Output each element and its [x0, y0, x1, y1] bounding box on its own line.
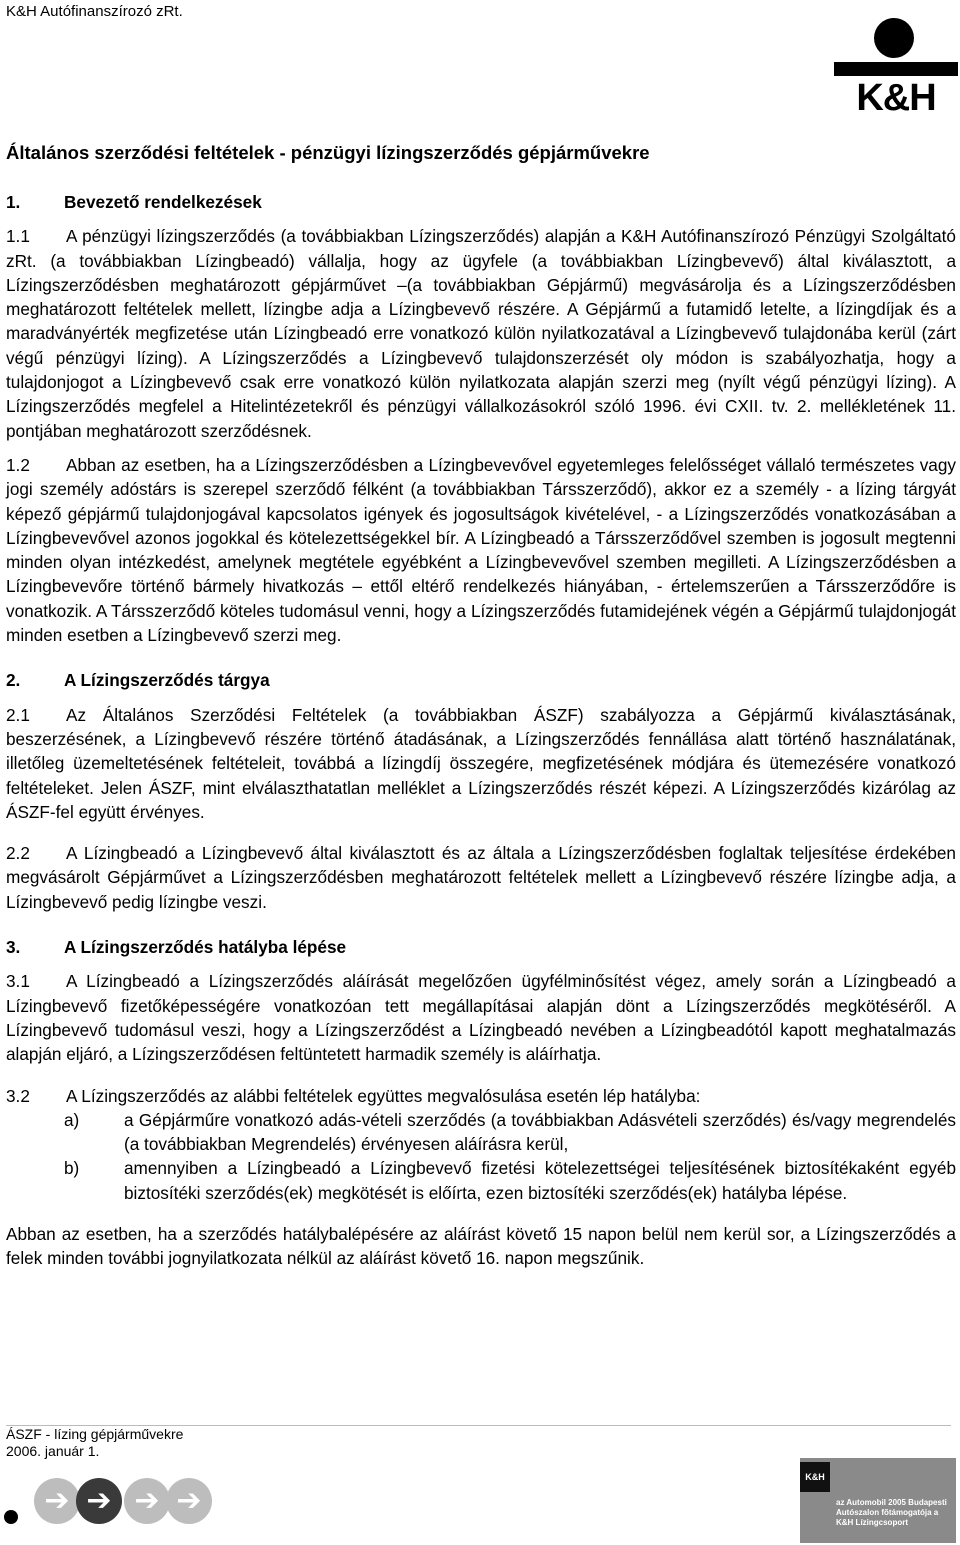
section-2-heading — [6, 668, 956, 692]
list-item-a — [6, 1108, 956, 1157]
paragraph-text: Abban az esetben, ha a Lízingszerződésben a Lízingbevevővel egyetemleges felelősséget vállaló természetes vagy jogi személy adóstárs is szerepel szerződő félként (a továbbiakban Társszerződő), akkor ez a személy - a lízing tárgyát képező gépjármű tulajdonjogával kapcsolatos igények és jogosultságok kivételével, - a Lízingszerződés vonatkozásában a Lízingbevevővel azonos jogokkal és kötelezettségekkel bír. A Lízingbeadó a Társszerződővel szemben is jogosult megtenni minden olyan intézkedést, amelynek megtétele egyébként a Lízingbevevővel szemben megilleti. A Lízingszerződésben a Lízingbevevőre történő bármely hivatkozás – ettől eltérő rendelkezés hiányában, - értelemszerűen a Társszerződőre is vonatkozik. A Társszerződő köteles tudomásul venni, hogy a Lízingszerződés futamidejének végén a Gépjármű tulajdonjogát minden esetben a Lízingbevevő szerzi meg. — [6, 454, 956, 646]
company-header: K&H Autófinanszírozó zRt. — [6, 3, 183, 20]
paragraph-number: 2.1 — [6, 704, 30, 725]
section-number: 2. — [6, 670, 21, 691]
paragraph-3-2 — [6, 1084, 956, 1108]
logo-bar — [834, 62, 958, 76]
sponsor-banner — [800, 1458, 956, 1543]
paragraph-text: Az Általános Szerződési Feltételek (a továbbiakban ÁSZF) szabályozza a Gépjármű kiválasztásának, beszerzésének, a Lízingbevevő részére történő átadásának, a Lízingszerződés fennállása alatt történő használatának, illetőleg üzemeltetésének feltételeit, továbbá a lízingdíj összegére, megfizetésének módjára és ütemezésére vonatkozó feltételeket. Jelen ÁSZF, mint elválaszthatatlan melléklet a Lízingszerződés részét képezi. A Lízingszerződés kizárólag az ÁSZF-fel együtt érvényes. — [6, 704, 956, 822]
list-item-b — [6, 1156, 956, 1205]
paragraph-number: 1.1 — [6, 226, 30, 247]
paragraph-number: 3.1 — [6, 971, 30, 992]
paragraph-number: 3.2 — [6, 1085, 30, 1106]
list-label: b) — [64, 1158, 80, 1179]
page-footer — [6, 1426, 183, 1460]
paragraph-2-1 — [6, 703, 956, 824]
first-page-arrow-icon[interactable]: ➔ — [34, 1478, 80, 1524]
paragraph-text: A Lízingszerződés az alábbi feltételek együttes megvalósulása esetén lép hatályba: — [66, 1085, 701, 1106]
document-body — [6, 190, 956, 1271]
section-number: 1. — [6, 192, 21, 212]
paragraph-1-1 — [6, 224, 956, 443]
closing-paragraph: Abban az esetben, ha a szerződés hatálybalépésére az aláírást követő 15 napon belül nem kerül sor, a Lízingszerződés a felek minden további jognyilatkozata nélkül az aláírást követő 16. napon megszűnik. — [6, 1223, 956, 1269]
section-3-heading — [6, 935, 956, 959]
section-title: A Lízingszerződés hatályba lépése — [64, 937, 347, 958]
document-title: Általános szerződési feltételek - pénzügyi lízingszerződés gépjárművekre — [6, 142, 650, 163]
paragraph-number: 2.2 — [6, 843, 30, 864]
section-title: Bevezető rendelkezések — [64, 192, 262, 212]
kh-logo — [834, 18, 958, 119]
sponsor-logo: K&H — [800, 1462, 830, 1492]
section-number: 3. — [6, 937, 21, 958]
next-page-arrow-icon[interactable]: ➔ — [76, 1478, 122, 1524]
logo-text: K&H — [856, 77, 936, 119]
previous-page-arrow-icon[interactable]: ➔ — [124, 1478, 170, 1524]
document-nav-icon[interactable] — [4, 1510, 18, 1524]
paragraph-3-1 — [6, 969, 956, 1066]
paragraph-2-2 — [6, 841, 956, 914]
last-page-arrow-icon[interactable]: ➔ — [166, 1478, 212, 1524]
section-1-heading — [6, 190, 956, 214]
list-text: a Gépjárműre vonatkozó adás-vételi szerződés (a továbbiakban Adásvételi szerződés) és/vagy megrendelés (a továbbiakban Megrendelés) érvényesen aláírásra kerül, — [124, 1109, 956, 1155]
logo-circle-icon — [874, 18, 914, 58]
paragraph-number: 1.2 — [6, 454, 30, 475]
paragraph-text: A Lízingbeadó a Lízingszerződés aláírását megelőzően ügyfélminősítést végez, amely során a Lízingbeadó a Lízingbevevő fizetőképességére vonatkozóan tett megállapításai alapján dönt a Lízingszerződés megkötéséről. A Lízingbevevő tudomásul veszi, hogy a Lízingszerződést a Lízingbeadó nevében a Lízingbeadótól kapott meghatalmazás alapján eljáró, a Lízingszerződésen feltüntetett harmadik személy is aláírhatja. — [6, 971, 956, 1065]
sponsor-text: az Automobil 2005 Budapesti Autószalon fõtámogatója a K&H Lízingcsoport — [836, 1498, 947, 1527]
list-label: a) — [64, 1109, 80, 1130]
footer-doc-name: ÁSZF - lízing gépjárművekre — [6, 1426, 184, 1442]
paragraph-1-2 — [6, 453, 956, 647]
list-text: amennyiben a Lízingbeadó a Lízingbevevő fizetési kötelezettségei teljesítésének biztosítékaként egyéb biztosítéki szerződés(ek) megkötését is előírta, ezen biztosítéki szerződés(ek) hatályba lépése. — [124, 1158, 956, 1203]
section-title: A Lízingszerződés tárgya — [64, 670, 270, 691]
paragraph-text: A pénzügyi lízingszerződés (a továbbiakban Lízingszerződés) alapján a K&H Autófinanszírozó Pénzügyi Szolgáltató zRt. (a továbbiakban Lízingbeadó) vállalja, hogy az ügyfele (a továbbiakban Lízingbevevő) által kiválasztott, a Lízingszerződésben meghatározott gépjárművet –(a továbbiakban Gépjármű) megvásárolja és a Lízingszerződésben meghatározott feltételek mellett, lízingbe adja a Lízingbevevő részére. A Gépjármű a futamidő letelte, a lízingdíjak és a maradványérték megfizetése után Lízingbeadó erre vonatkozó külön nyilatkozatával a Lízingbevevő tulajdonába kerül (zárt végű pénzügyi lízing). A Lízingszerződés a Lízingbevevő tulajdonszerzését oly módon is szabályozhatja, hogy a tulajdonjogot a Lízingbevevő csak erre vonatkozó külön nyilatkozata alapján szerzi meg (nyílt végű pénzügyi lízing). A Lízingszerződés megfelel a Hitelintézetekről és pénzügyi vállalkozásokról szóló 1996. évi CXII. tv. 2. mellékletének 11. pontjában meghatározott szerződésnek. — [6, 226, 956, 441]
paragraph-text: A Lízingbeadó a Lízingbevevő által kiválasztott és az általa a Lízingszerződésben foglaltak teljesítése érdekében megvásárolt Gépjárművet a Lízingszerződésben meghatározott feltételek mellett a Lízingbevevő részére lízingbe adja, a Lízingbevevő pedig lízingbe veszi. — [6, 843, 956, 912]
footer-date: 2006. január 1. — [6, 1443, 100, 1459]
